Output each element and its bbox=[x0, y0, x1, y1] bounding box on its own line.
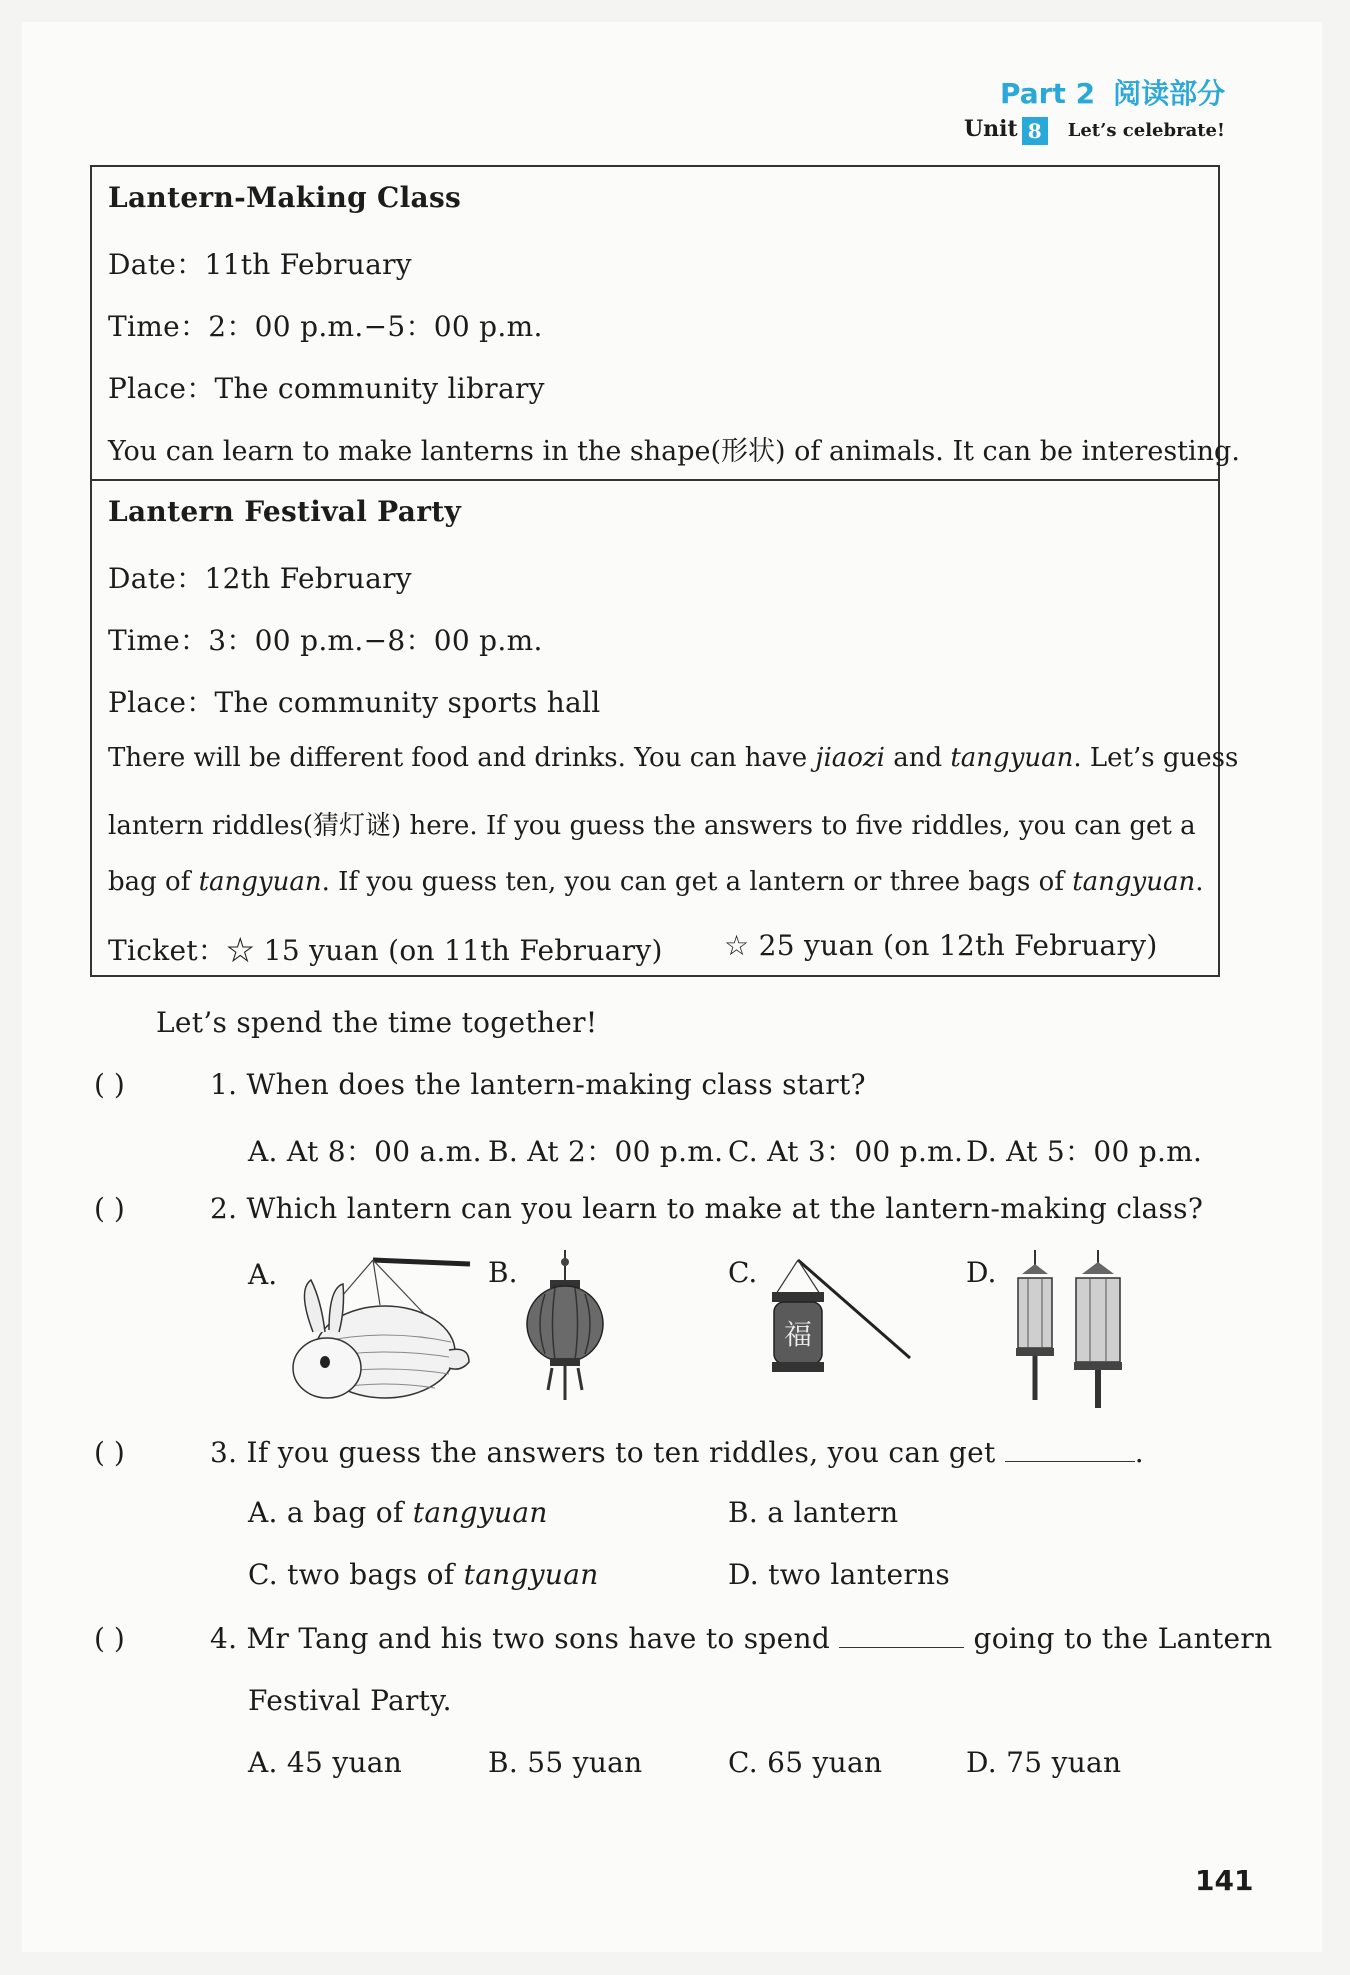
event-place: Place：The community library bbox=[108, 372, 545, 405]
answer-blank-q3[interactable]: ( ) bbox=[94, 1436, 125, 1469]
unit-heading bbox=[964, 116, 1225, 145]
fu-lantern-image bbox=[760, 1250, 920, 1400]
page-number: 141 bbox=[1195, 1864, 1254, 1897]
question-3: 3. If you guess the answers to ten riddles, you can get . bbox=[210, 1436, 1144, 1469]
option-q1-a: A. At 8：00 a.m. bbox=[248, 1135, 482, 1168]
unit-label: Unit bbox=[964, 116, 1018, 142]
option-q3-d: D. two lanterns bbox=[728, 1558, 951, 1591]
part-label: Part 2 bbox=[1000, 77, 1096, 110]
option-q1-d: D. At 5：00 p.m. bbox=[966, 1135, 1203, 1168]
event-title: Lantern Festival Party bbox=[108, 495, 462, 528]
answer-blank-q4[interactable]: ( ) bbox=[94, 1622, 125, 1655]
part-heading bbox=[1000, 72, 1225, 112]
option-q4-c: C. 65 yuan bbox=[728, 1746, 883, 1779]
fill-blank-q3[interactable] bbox=[1005, 1439, 1135, 1462]
option-q2-d-label: D. bbox=[966, 1256, 997, 1289]
ticket-price-12th: ☆ 25 yuan (on 12th February) bbox=[724, 929, 1158, 962]
event-time: Time：3：00 p.m.−8：00 p.m. bbox=[108, 624, 543, 657]
event-place: Place：The community sports hall bbox=[108, 686, 601, 719]
question-4-line2: Festival Party. bbox=[248, 1684, 452, 1717]
fu-character: 福 bbox=[783, 1318, 813, 1351]
option-q3-a: A. a bag of tangyuan bbox=[248, 1496, 548, 1529]
answer-blank-q1[interactable]: ( ) bbox=[94, 1068, 125, 1101]
event-date: Date：12th February bbox=[108, 562, 412, 595]
option-q1-c: C. At 3：00 p.m. bbox=[728, 1135, 964, 1168]
event-description-line3: bag of tangyuan. If you guess ten, you can get a lantern or three bags of tangyuan. bbox=[108, 867, 1204, 897]
event-date: Date：11th February bbox=[108, 248, 412, 281]
event-description-line1: There will be different food and drinks. You can have jiaozi and tangyuan. Let’s guess bbox=[108, 743, 1239, 773]
rabbit-lantern-image bbox=[285, 1250, 475, 1410]
option-q1-b: B. At 2：00 p.m. bbox=[488, 1135, 724, 1168]
option-q4-a: A. 45 yuan bbox=[248, 1746, 403, 1779]
ticket-price-11th: Ticket：☆ 15 yuan (on 11th February) bbox=[108, 934, 663, 967]
option-q2-a-label: A. bbox=[248, 1258, 278, 1291]
option-q2-c-label: C. bbox=[728, 1256, 758, 1289]
question-4-line1: 4. Mr Tang and his two sons have to spend going to the Lantern bbox=[210, 1622, 1273, 1655]
option-q4-d: D. 75 yuan bbox=[966, 1746, 1122, 1779]
answer-blank-q2[interactable]: ( ) bbox=[94, 1192, 125, 1225]
unit-number-badge: 8 bbox=[1022, 117, 1048, 145]
event-box-lantern-class bbox=[90, 165, 1240, 481]
event-description-line2: lantern riddles(猜灯谜) here. If you guess the answers to five riddles, you can get a bbox=[108, 811, 1196, 841]
option-q3-c: C. two bags of tangyuan bbox=[248, 1558, 599, 1591]
unit-title: Let’s celebrate! bbox=[1067, 120, 1225, 141]
question-2: 2. Which lantern can you learn to make at the lantern-making class? bbox=[210, 1192, 1204, 1225]
event-time: Time：2：00 p.m.−5：00 p.m. bbox=[108, 310, 543, 343]
footer-note: Let’s spend the time together! bbox=[156, 1006, 598, 1039]
fill-blank-q4[interactable] bbox=[839, 1625, 964, 1648]
palace-lanterns-image bbox=[1000, 1250, 1140, 1410]
event-box-lantern-party bbox=[90, 479, 1239, 977]
round-lantern-image bbox=[520, 1250, 610, 1420]
event-title: Lantern-Making Class bbox=[108, 181, 462, 214]
option-q3-b: B. a lantern bbox=[728, 1496, 899, 1529]
event-description: You can learn to make lanterns in the shape(形状) of animals. It can be interesting. bbox=[108, 436, 1240, 467]
option-q2-b-label: B. bbox=[488, 1256, 518, 1289]
part-cn-label: 阅读部分 bbox=[1113, 77, 1226, 110]
question-1: 1. When does the lantern-making class start? bbox=[210, 1068, 866, 1101]
option-q4-b: B. 55 yuan bbox=[488, 1746, 643, 1779]
